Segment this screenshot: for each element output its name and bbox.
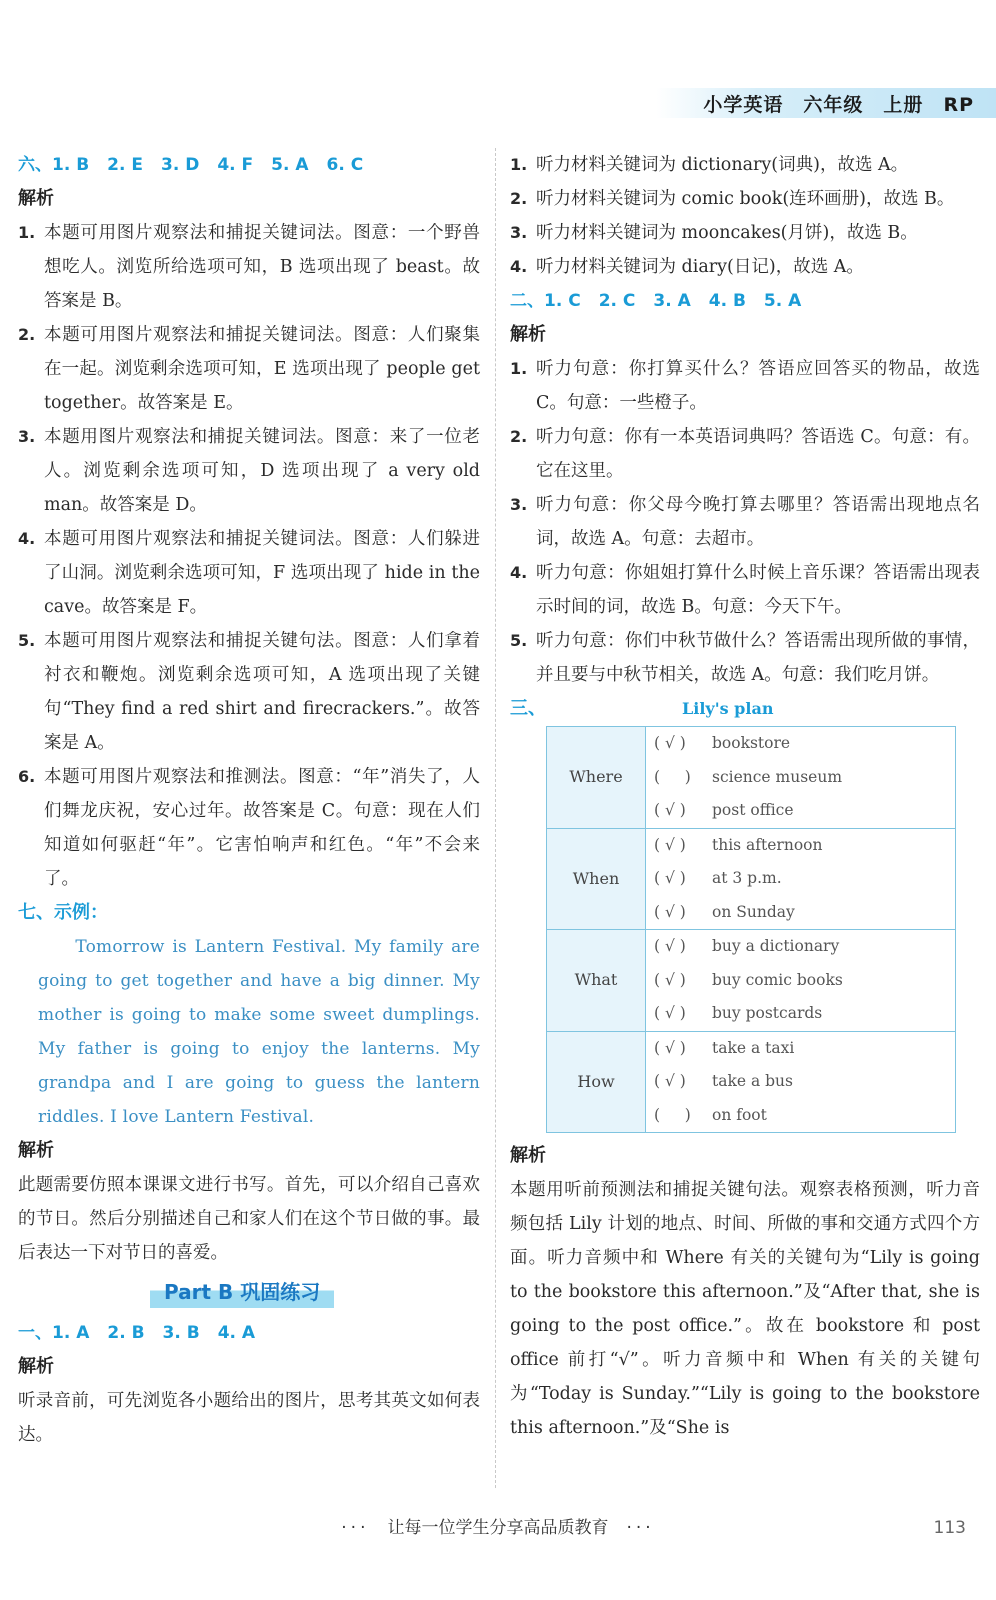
- sec3-label: 三、: [510, 698, 546, 719]
- item-text: 听力句意：你姐姐打算什么时候上音乐课？答语需出现表示时间的词，故选 B。句意：今天下午。: [536, 563, 980, 617]
- check-mark: √: [664, 1004, 675, 1022]
- analysis-item: [510, 352, 980, 420]
- analysis-item: [510, 556, 980, 624]
- plan-title: Lily's plan: [682, 699, 774, 718]
- item-number: 3.: [510, 495, 528, 514]
- item-text: 本题可用图片观察法和推测法。图意：“年”消失了，人们舞龙庆祝，安心过年。故答案是 C。句意：现在人们知道如何驱赶“年”。它害怕响声和红色。“年”不会来了。: [44, 767, 480, 889]
- listening-item: [510, 216, 980, 250]
- check-box: ( √ ): [654, 970, 686, 989]
- answer-item: 4. A: [217, 1323, 256, 1343]
- item-text: 本题可用图片观察法和捕捉关键词法。图意：人们躲进了山洞。浏览剩余选项可知，F 选项出现了 hide in the cave。故答案是 F。: [44, 529, 480, 617]
- sec3-header: [510, 692, 980, 726]
- item-text: 听力句意：你有一本英语词典吗？答语选 C。句意：有。它在这里。: [536, 427, 980, 481]
- answer-item: 1. C: [544, 291, 581, 311]
- check-mark: √: [664, 937, 675, 955]
- secB1-analysis-text: 听录音前，可先浏览各小题给出的图片，思考其英文如何表达。: [18, 1391, 480, 1445]
- row-options: [646, 727, 956, 829]
- option-line: [654, 829, 947, 863]
- option-text: this afternoon: [712, 835, 823, 854]
- analysis-item: [510, 624, 980, 692]
- row-header: Where: [547, 727, 646, 829]
- page-footer: [0, 1508, 996, 1548]
- sec6-answers: [18, 148, 480, 182]
- check-box: ( √ ): [654, 801, 686, 819]
- item-number: 2.: [510, 189, 528, 208]
- item-number: 4.: [18, 529, 36, 548]
- option-text: buy comic books: [712, 970, 843, 989]
- answer-item: 3. A: [653, 291, 691, 311]
- table-row: [547, 1031, 956, 1133]
- check-mark: √: [664, 902, 675, 921]
- option-line: [654, 896, 947, 930]
- item-text: 本题可用图片观察法和捕捉关键词法。图意：一个野兽想吃人。浏览所给选项可知，B 选项出现了 beast。故答案是 B。: [44, 223, 480, 311]
- table-row: [547, 727, 956, 829]
- analysis-item: [18, 216, 480, 318]
- option-line: [654, 964, 947, 998]
- analysis-item: [510, 420, 980, 488]
- secB1-label: 一、: [18, 1323, 52, 1343]
- check-box: ( √ ): [654, 902, 686, 921]
- option-text: bookstore: [712, 734, 791, 752]
- analysis-item: [510, 488, 980, 556]
- row-header: How: [547, 1031, 646, 1133]
- check-box: ( √ ): [654, 937, 686, 955]
- item-number: 1.: [510, 155, 528, 174]
- option-text: on Sunday: [712, 902, 795, 921]
- item-number: 1.: [18, 223, 36, 242]
- analysis-item: [18, 760, 480, 896]
- item-number: 5.: [510, 631, 528, 650]
- header-volume: 上册: [883, 94, 924, 116]
- option-line: [654, 997, 947, 1031]
- footer-slogan: 让每一位学生分享高品质教育: [387, 1518, 609, 1538]
- answer-item: 2. B: [107, 1323, 145, 1343]
- check-box: ( √ ): [654, 1038, 686, 1057]
- header-subject: 小学英语: [703, 94, 784, 116]
- item-number: 5.: [18, 631, 36, 650]
- listening-item: [510, 148, 980, 182]
- answer-item: 1. B: [52, 155, 90, 175]
- part-b-title: Part B 巩固练习: [150, 1276, 334, 1308]
- sec6-label: 六、: [18, 155, 52, 175]
- secB1-analysis-title: 解析: [18, 1356, 54, 1377]
- header-title: [683, 90, 974, 117]
- option-line: [654, 1032, 947, 1066]
- check-box: ( √ ): [654, 734, 686, 752]
- listening-item: [510, 182, 980, 216]
- sec2-answers: [510, 284, 980, 318]
- item-number: 3.: [18, 427, 36, 446]
- analysis-item: [18, 318, 480, 420]
- analysis-item: [18, 624, 480, 760]
- header-edition: RP: [943, 94, 974, 116]
- check-mark: √: [664, 801, 675, 819]
- column-divider: [495, 148, 496, 1488]
- sec7-title: 七、示例：: [18, 902, 108, 923]
- answer-item: 5. A: [763, 291, 802, 311]
- secB1-answers: [18, 1316, 480, 1350]
- check-box: ( √ ): [654, 869, 686, 887]
- item-number: 3.: [510, 223, 528, 242]
- item-text: 本题可用图片观察法和捕捉关键句法。图意：人们拿着衬衣和鞭炮。浏览剩余选项可知，A 选项出现了关键句“They find a red shirt and firecrackers.”。故答案是 A。: [44, 631, 480, 753]
- option-text: buy postcards: [712, 1004, 823, 1022]
- option-text: science museum: [712, 767, 843, 786]
- page-header: [0, 0, 996, 123]
- answer-item: 2. C: [598, 291, 636, 311]
- row-header: What: [547, 930, 646, 1032]
- check-mark: √: [664, 835, 675, 854]
- item-text: 听力材料关键词为 dictionary(词典)，故选 A。: [536, 155, 909, 175]
- sec7-analysis-title: 解析: [18, 1140, 54, 1161]
- check-mark: √: [664, 1072, 675, 1090]
- item-text: 听力句意：你父母今晚打算去哪里？答语需出现地点名词，故选 A。句意：去超市。: [536, 495, 980, 549]
- row-header: When: [547, 828, 646, 930]
- item-number: 2.: [510, 427, 528, 446]
- option-line: [654, 727, 947, 761]
- option-text: post office: [712, 801, 794, 819]
- item-text: 听力句意：你们中秋节做什么？答语需出现所做的事情，并且要与中秋节相关，故选 A。句意：我们吃月饼。: [536, 631, 980, 685]
- answer-item: 6. C: [326, 155, 364, 175]
- check-box: ( ): [654, 767, 691, 786]
- item-number: 2.: [18, 325, 36, 344]
- option-line: [654, 1065, 947, 1099]
- sec7-analysis-text: 此题需要仿照本课课文进行书写。首先，可以介绍自己喜欢的节日。然后分别描述自己和家人们在这个节日做的事。最后表达一下对节日的喜爱。: [18, 1175, 480, 1263]
- check-mark: √: [664, 734, 675, 752]
- sec3-analysis-title: 解析: [510, 1145, 546, 1166]
- analysis-item: [18, 522, 480, 624]
- check-mark: √: [664, 869, 675, 887]
- item-text: 听力句意：你打算买什么？答语应回答买的物品，故选 C。句意：一些橙子。: [536, 359, 980, 413]
- item-text: 本题可用图片观察法和捕捉关键词法。图意：人们聚集在一起。浏览剩余选项可知，E 选项出现了 people get together。故答案是 E。: [44, 325, 480, 413]
- answer-item: 4. B: [708, 291, 746, 311]
- item-number: 1.: [510, 359, 528, 378]
- right-column: [510, 148, 980, 1445]
- check-box: ( √ ): [654, 1004, 686, 1022]
- sec2-label: 二、: [510, 291, 544, 311]
- option-text: take a bus: [712, 1072, 793, 1090]
- header-grade: 六年级: [803, 94, 864, 116]
- option-line: [654, 794, 947, 828]
- item-text: 听力材料关键词为 comic book(连环画册)，故选 B。: [536, 189, 955, 209]
- table-row: [547, 930, 956, 1032]
- answer-item: 3. B: [162, 1323, 200, 1343]
- check-box: ( √ ): [654, 1072, 686, 1090]
- check-box: ( ): [654, 1105, 691, 1124]
- footer-dots-left: ···: [341, 1518, 370, 1538]
- row-options: [646, 1031, 956, 1133]
- option-text: on foot: [712, 1105, 767, 1124]
- option-text: take a taxi: [712, 1038, 795, 1057]
- check-mark: √: [664, 970, 675, 989]
- item-number: 4.: [510, 563, 528, 582]
- sec3-analysis-text: 本题用听前预测法和捕捉关键句法。观察表格预测，听力音频包括 Lily 计划的地点、时间、所做的事和交通方式四个方面。听力音频中和 Where 有关的关键句为“Lily is going to the bookstore this afternoon.”及“After that, she is going to the post office.”。故在 bookstore 和 post office 前打“√”。听力音频中和 When 有关的关键句为“Today is Sunday.”“Lily is going to the bookstore this afternoon.”及“She is: [510, 1180, 980, 1438]
- check-box: ( √ ): [654, 835, 686, 854]
- row-options: [646, 930, 956, 1032]
- item-text: 听力材料关键词为 mooncakes(月饼)，故选 B。: [536, 223, 918, 243]
- sec7-sample-text: Tomorrow is Lantern Festival. My family are going to get together and have a big dinner. My mother is going to make some sweet dumplings. My father is going to enjoy the lanterns. My grandpa and I are going to guess the lantern riddles. I love Lantern Festival.: [38, 937, 480, 1127]
- item-text: 听力材料关键词为 diary(日记)，故选 A。: [536, 257, 864, 277]
- listening-item: [510, 250, 980, 284]
- plan-table: [546, 726, 956, 1133]
- option-line: [654, 930, 947, 964]
- option-line: [654, 862, 947, 896]
- answer-item: 1. A: [52, 1323, 90, 1343]
- row-options: [646, 828, 956, 930]
- check-mark: √: [664, 1038, 675, 1057]
- table-row: [547, 828, 956, 930]
- sec6-analysis-title: 解析: [18, 188, 54, 209]
- option-text: buy a dictionary: [712, 937, 840, 955]
- option-line: [654, 1099, 947, 1133]
- option-line: [654, 761, 947, 795]
- page-number: 113: [933, 1518, 966, 1538]
- answer-item: 2. E: [107, 155, 143, 175]
- sec2-analysis-title: 解析: [510, 324, 546, 345]
- answer-item: 5. A: [271, 155, 309, 175]
- analysis-item: [18, 420, 480, 522]
- item-number: 4.: [510, 257, 528, 276]
- option-text: at 3 p.m.: [712, 869, 782, 887]
- answer-item: 3. D: [161, 155, 200, 175]
- answer-item: 4. F: [217, 155, 254, 175]
- item-text: 本题用图片观察法和捕捉关键词法。图意：来了一位老人。浏览剩余选项可知，D 选项出现了 a very old man。故答案是 D。: [44, 427, 480, 515]
- footer-dots-right: ···: [626, 1518, 655, 1538]
- item-number: 6.: [18, 767, 36, 786]
- left-column: [18, 148, 480, 1452]
